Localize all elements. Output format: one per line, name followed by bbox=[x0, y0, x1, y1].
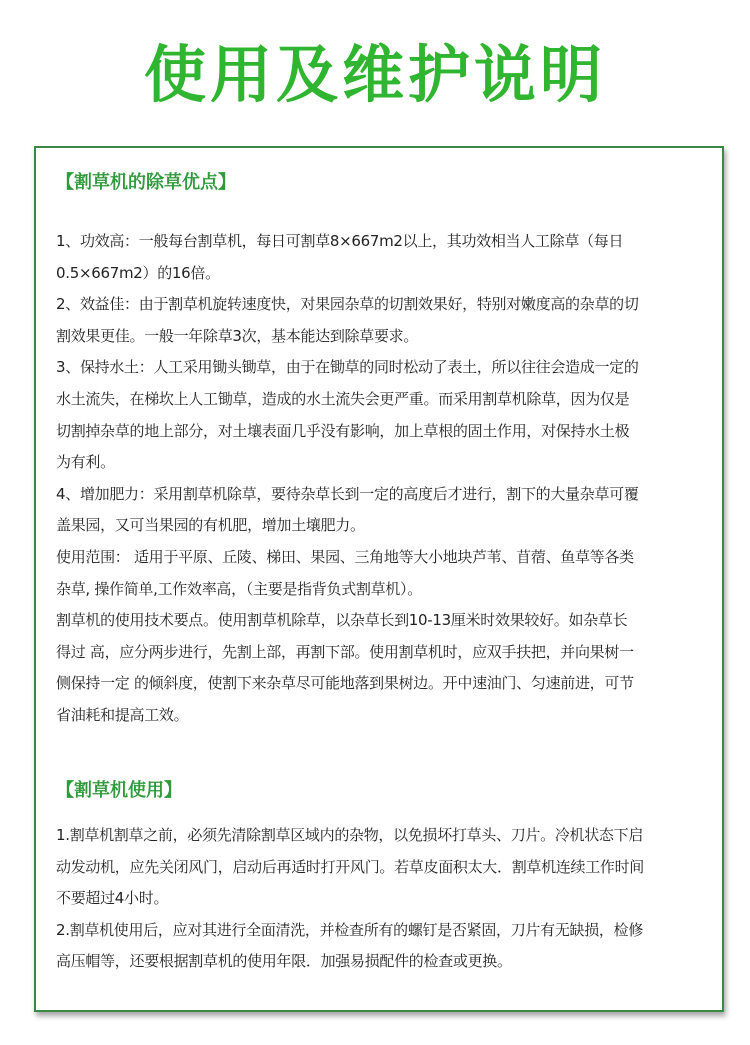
section-heading-advantages: 【割草机的除草优点】 bbox=[56, 172, 236, 193]
text-line: 动发动机，应先关闭风门，启动后再适时打开风门。若草皮面积太大．割草机连续工作时间 bbox=[56, 857, 645, 876]
text-line: 盖果园，又可当果园的有机肥，增加土壤肥力。 bbox=[56, 516, 365, 535]
text-line: 为有利。 bbox=[56, 453, 115, 472]
text-line: 使用范围： 适用于平原、丘陵、梯田、果园、三角地等大小地块芦苇、苜蓿、鱼草等各类 bbox=[56, 547, 634, 566]
page-title: 使用及维护说明 bbox=[143, 38, 606, 111]
text-line: 割效果更佳。一般一年除草3次，基本能达到除草要求。 bbox=[56, 326, 419, 345]
text-line: 省油耗和提高工效。 bbox=[56, 705, 189, 724]
section-heading-usage: 【割草机使用】 bbox=[56, 780, 182, 801]
advantages-text bbox=[56, 226, 716, 732]
text-line: 4、增加肥力：采用割草机除草，要待杂草长到一定的高度后才进行，割下的大量杂草可覆 bbox=[56, 484, 639, 503]
text-line: 不要超过4小时。 bbox=[56, 889, 169, 908]
text-line: 侧保持一定 的倾斜度，使割下来杂草尽可能地落到果树边。开中速油门、匀速前进，可节 bbox=[56, 674, 634, 693]
text-line: 高压帽等，还要根据割草机的使用年限．加强易损配件的检查或更换。 bbox=[56, 952, 512, 971]
text-line: 切割掉杂草的地上部分，对土壤表面几乎没有影响，加上草根的固土作用，对保持水土极 bbox=[56, 421, 630, 440]
text-line: 2、效益佳：由于割草机旋转速度快，对果园杂草的切割效果好，特别对嫩度高的杂草的切 bbox=[56, 295, 639, 314]
text-line: 1.割草机割草之前，必须先清除割草区域内的杂物，以免损坏打草头、刀片。冷机状态下启 bbox=[56, 826, 644, 844]
text-line: 杂草, 操作简单,工作效率高，（主要是指背负式割草机）。 bbox=[56, 579, 422, 598]
text-line: 割草机的使用技术要点。使用割草机除草，以杂草长到10-13厘米时效果较好。如杂草长 bbox=[56, 611, 628, 630]
text-line: 2.割草机使用后，应对其进行全面清洗，并检查所有的螺钉是否紧固，刀片有无缺损，检修 bbox=[56, 920, 644, 939]
content-box bbox=[34, 146, 724, 1012]
usage-text bbox=[56, 820, 716, 978]
text-line: 0.5×667m2）的16倍。 bbox=[56, 263, 220, 282]
text-line: 3、保持水土：人工采用锄头锄草，由于在锄草的同时松动了表土，所以往往会造成一定的 bbox=[56, 358, 639, 377]
text-line: 水土流失，在梯坎上人工锄草，造成的水土流失会更严重。而采用割草机除草，因为仅是 bbox=[56, 389, 630, 408]
text-line: 1、功效高：一般每台割草机，每日可割草8×667m2以上，其功效相当人工除草（每日 bbox=[56, 232, 624, 250]
text-line: 得过 高，应分两步进行，先割上部，再割下部。使用割草机时，应双手扶把，并向果树一 bbox=[56, 642, 634, 661]
